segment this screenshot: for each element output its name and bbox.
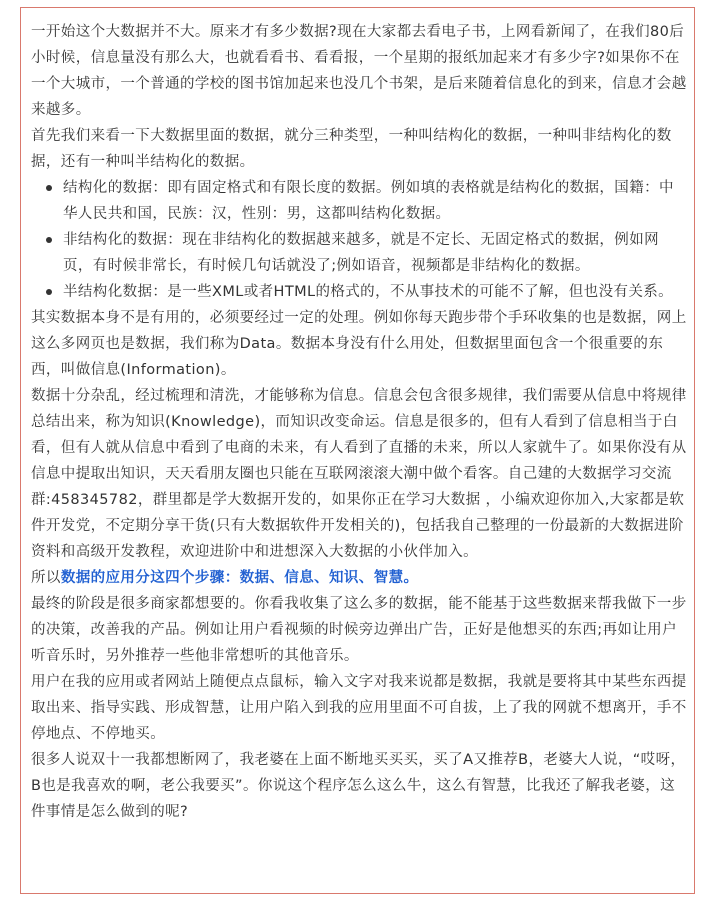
paragraph-user-wisdom: 用户在我的应用或者网站上随便点点鼠标，输入文字对我来说都是数据，我就是要将其中某些东西提取出来、指导实践、形成智慧，让用户陷入到我的应用里面不可自拔，上了我的网就不想离开，手不停地点、不停地买。 (31, 674, 687, 742)
article-body (31, 19, 687, 825)
list-item-unstructured: 非结构化的数据：现在非结构化的数据越来越多，就是不定长、无固定格式的数据，例如网页，有时候非常长，有时候几句话就没了;例如语音，视频都是非结构化的数据。 (63, 227, 687, 279)
list-item-structured: 结构化的数据：即有固定格式和有限长度的数据。例如填的表格就是结构化的数据，国籍：中华人民共和国，民族：汉，性别：男，这都叫结构化数据。 (63, 175, 687, 227)
data-types-list (31, 175, 687, 305)
four-steps-prefix: 所以 (31, 570, 61, 586)
four-steps-highlight: 数据的应用分这四个步骤：数据、信息、知识、智慧。 (60, 570, 419, 586)
list-item-semi-structured: 半结构化数据：是一些XML或者HTML的格式的，不从事技术的可能不了解，但也没有关系。 (63, 279, 687, 305)
paragraph-data-types: 首先我们来看一下大数据里面的数据，就分三种类型，一种叫结构化的数据，一种叫非结构化的数据，还有一种叫半结构化的数据。 (31, 128, 672, 170)
paragraph-four-steps (31, 565, 687, 591)
paragraph-final-stage: 最终的阶段是很多商家都想要的。你看我收集了这么多的数据，能不能基于这些数据来帮我做下一步的决策，改善我的产品。例如让用户看视频的时候旁边弹出广告，正好是他想买的东西;再如让用户听音乐时，另外推荐一些他非常想听的其他音乐。 (31, 596, 687, 664)
paragraph-data-to-information: 其实数据本身不是有用的，必须要经过一定的处理。例如你每天跑步带个手环收集的也是数据，网上这么多网页也是数据，我们称为Data。数据本身没有什么用处，但数据里面包含一个很重要的东西，叫做信息(Information)。 (31, 310, 687, 378)
paragraph-information-to-knowledge: 数据十分杂乱，经过梳理和清洗，才能够称为信息。信息会包含很多规律，我们需要从信息中将规律总结出来，称为知识(Knowledge)，而知识改变命运。信息是很多的，但有人看到了信息相当于白看，但有人就从信息中看到了电商的未来，有人看到了直播的未来，所以人家就牛了。如果你没有从信息中提取出知识，天天看朋友圈也只能在互联网滚滚大潮中做个看客。自己建的大数据学习交流群:458345782，群里都是学大数据开发的，如果你正在学习大数据 ，小编欢迎你加入,大家都是软件开发党，不定期分享干货(只有大数据软件开发相关的)，包括我自己整理的一份最新的大数据进阶资料和高级开发教程，欢迎进阶中和进想深入大数据的小伙伴加入。 (31, 388, 687, 560)
paragraph-intro: 一开始这个大数据并不大。原来才有多少数据?现在大家都去看电子书，上网看新闻了，在我们80后小时候，信息量没有那么大，也就看看书、看看报，一个星期的报纸加起来才有多少字?如果你不在一个大城市，一个普通的学校的图书馆加起来也没几个书架，是后来随着信息化的到来，信息才会越来越多。 (31, 24, 687, 118)
paragraph-double-eleven: 很多人说双十一我都想断网了，我老婆在上面不断地买买买，买了A又推荐B，老婆大人说，“哎呀，B也是我喜欢的啊，老公我要买”。你说这个程序怎么这么牛，这么有智慧，比我还了解我老婆，这件事情是怎么做到的呢? (31, 752, 686, 820)
